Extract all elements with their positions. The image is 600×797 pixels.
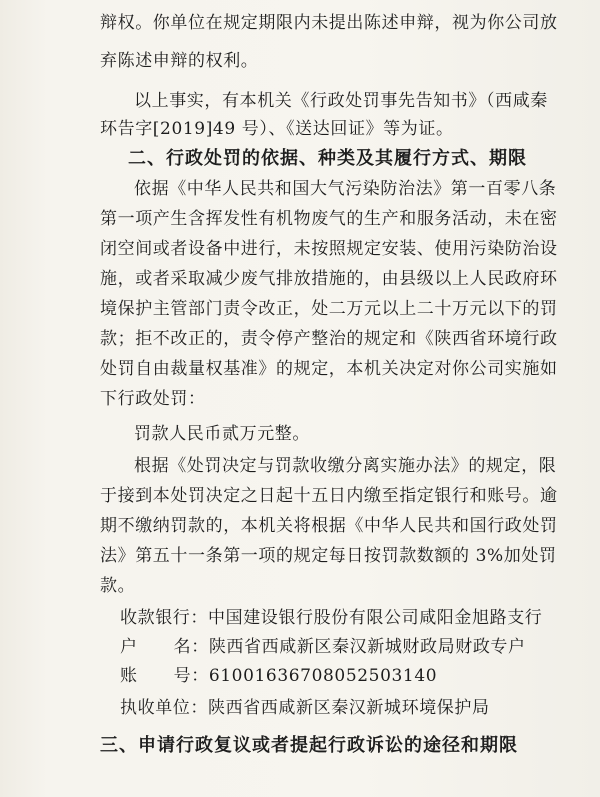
text-line-9: 施，或者采取减少废气排放措施的，由县级以上人民政府环	[100, 269, 558, 289]
payment-account-name-value: 陕西省西咸新区秦汉新城财政局财政专户	[208, 637, 526, 657]
payment-account-name-label: 户 名：	[120, 637, 209, 657]
text-line-12: 处罚自由裁量权基准》的规定，本机关决定对你公司实施如	[100, 359, 558, 379]
payment-collector-row	[120, 697, 490, 719]
text-line-11: 款；拒不改正的，责令停产整治的规定和《陕西省环境行政	[100, 329, 558, 349]
text-line-10: 境保护主管部门责令改正，处二万元以上二十万元以下的罚	[100, 299, 558, 319]
payment-account-no-value: 61001636708052503140	[208, 666, 438, 686]
fine-amount-line: 罚款人民币贰万元整。	[134, 424, 310, 444]
section-3-heading: 三、申请行政复议或者提起行政诉讼的途径和期限	[100, 735, 518, 756]
text-line-18: 法》第五十一条第一项的规定每日按罚款数额的 3%加处罚	[100, 546, 557, 566]
text-line-13: 下行政处罚：	[100, 389, 206, 409]
text-line-7: 第一项产生含挥发性有机物废气的生产和服务活动，未在密	[100, 209, 558, 229]
section-2-heading: 二、行政处罚的依据、种类及其履行方式、期限	[128, 148, 527, 169]
text-line-4: 环告字[2019]49 号）、《送达回证》等为证。	[100, 119, 454, 139]
text-line-2: 弃陈述申辩的权利。	[100, 51, 259, 71]
text-line-1: 辩权。你单位在规定期限内未提出陈述申辩，视为你公司放	[100, 13, 558, 33]
text-line-15: 根据《处罚决定与罚款收缴分离实施办法》的规定，限	[134, 456, 557, 476]
text-line-17: 期不缴纳罚款的，本机关将根据《中华人民共和国行政处罚	[100, 516, 558, 536]
text-line-16: 于接到本处罚决定之日起十五日内缴至指定银行和账号。逾	[100, 486, 558, 506]
payment-account-name-row	[120, 636, 526, 658]
payment-bank-value: 中国建设银行股份有限公司咸阳金旭路支行	[208, 608, 543, 628]
payment-bank-label: 收款银行：	[120, 608, 208, 628]
payment-account-no-row	[120, 665, 437, 687]
text-line-19: 款。	[100, 576, 136, 596]
text-line-6: 依据《中华人民共和国大气污染防治法》第一百零八条	[134, 179, 557, 199]
payment-collector-value: 陕西省西咸新区秦汉新城环境保护局	[208, 698, 490, 718]
text-line-8: 闭空间或者设备中进行，未按照规定安装、使用污染防治设	[100, 239, 558, 259]
payment-collector-label: 执收单位：	[120, 698, 208, 718]
text-line-3: 以上事实，有本机关《行政处罚事先告知书》（西咸秦	[134, 91, 548, 111]
payment-bank-row	[120, 607, 542, 629]
payment-account-no-label: 账 号：	[120, 666, 209, 686]
